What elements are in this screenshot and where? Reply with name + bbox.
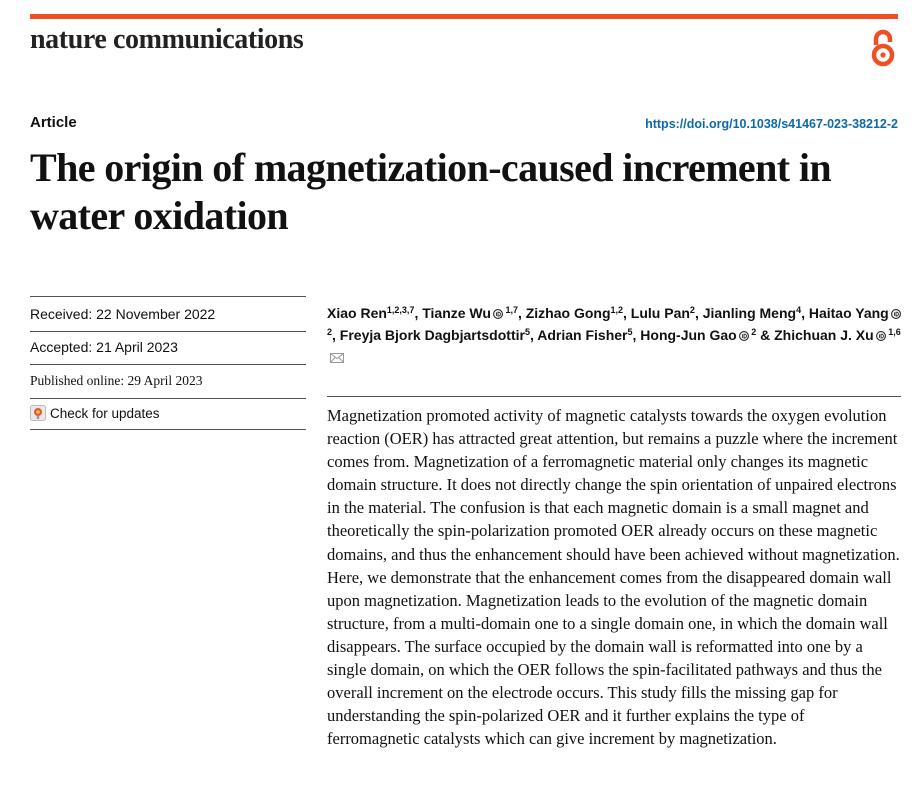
orcid-icon[interactable] xyxy=(493,309,503,319)
accepted-date: Accepted: 21 April 2023 xyxy=(30,332,306,365)
author-name[interactable]: Haitao Yang xyxy=(808,305,889,321)
author-affiliation: 2 xyxy=(748,327,757,337)
author-affiliation: 4 xyxy=(796,305,802,315)
author-name[interactable]: Zizhao Gong xyxy=(525,305,611,321)
header-accent-bar xyxy=(30,14,898,19)
abstract-divider xyxy=(327,396,901,397)
author-affiliation: 2 xyxy=(689,305,695,315)
author-name[interactable]: Xiao Ren xyxy=(327,305,387,321)
author-name[interactable]: Lulu Pan xyxy=(630,305,690,321)
author-affiliation: 1,2,3,7 xyxy=(386,305,415,315)
author-name[interactable]: Adrian Fisher xyxy=(537,327,628,343)
author-separator: , xyxy=(517,305,526,321)
author-affiliation: 2 xyxy=(327,327,333,337)
author-list xyxy=(327,302,901,368)
orcid-icon[interactable] xyxy=(891,309,901,319)
email-icon[interactable] xyxy=(330,353,344,363)
author-separator: , xyxy=(623,305,631,321)
published-date: Published online: 29 April 2023 xyxy=(30,365,306,399)
author-affiliation: 1,2 xyxy=(610,305,624,315)
author-affiliation: 5 xyxy=(524,327,530,337)
journal-name: nature communications xyxy=(30,24,304,55)
author-name[interactable]: Hong-Jun Gao xyxy=(640,327,737,343)
author-separator: , xyxy=(801,305,809,321)
abstract-text: Magnetization promoted activity of magnetic catalysts towards the oxygen evolution reaction (OER) has attracted great attention, but remains a puzzle where the increment comes from. Magnetization of a ferromagnetic material only changes its magnetic domain structure. It does not directly change the spin orientation of unpaired electrons in the material. The confusion is that each magnetic domain is a small magnet and theoretically the spin-polarization promoted OER already occurs on these magnetic domains, and thus the enhancement should have been achieved without magnetization. Here, we demonstrate that the enhancement comes from the disappeared domain wall upon magnetization. Magnetization leads to the evolution of the magnetic domain structure, from a multi-domain one to a single domain one, in which the domain wall disappears. The surface occupied by the domain wall is reformatted into one by a single domain, on which the OER follows the spin-facilitated pathways and thus the overall increment on the electrode occurs. This study fills the missing gap for understanding the spin-polarized OER and it further explains the type of ferromagnetic catalysts which can give increment by magnetization. xyxy=(327,406,900,749)
author-separator: , xyxy=(694,305,703,321)
author-separator: , xyxy=(414,305,423,321)
check-for-updates-icon xyxy=(30,405,46,421)
author-name[interactable]: Zhichuan J. Xu xyxy=(774,327,874,343)
author-name[interactable]: Tianze Wu xyxy=(422,305,491,321)
article-title: The origin of magnetization-caused increment in water oxidation xyxy=(30,145,831,238)
author-affiliation: 1,7 xyxy=(502,305,518,315)
author-separator: , xyxy=(529,327,538,343)
orcid-icon[interactable] xyxy=(739,331,749,341)
open-access-lock-icon xyxy=(867,27,899,67)
received-date: Received: 22 November 2022 xyxy=(30,296,306,332)
author-name[interactable]: Jianling Meng xyxy=(702,305,797,321)
author-separator: , xyxy=(632,327,641,343)
article-dates-panel xyxy=(30,296,306,430)
check-for-updates-button[interactable] xyxy=(30,399,306,430)
author-separator: , xyxy=(332,327,340,343)
author-separator: & xyxy=(756,327,775,343)
doi-link[interactable]: https://doi.org/10.1038/s41467-023-38212-2 xyxy=(645,117,898,131)
article-type-label: Article xyxy=(30,114,77,131)
check-for-updates-label: Check for updates xyxy=(50,405,160,421)
author-affiliation: 1,6 xyxy=(885,327,901,337)
author-name[interactable]: Freyja Bjork Dagbjartsdottir xyxy=(339,327,525,343)
author-affiliation: 5 xyxy=(627,327,633,337)
orcid-icon[interactable] xyxy=(876,331,886,341)
